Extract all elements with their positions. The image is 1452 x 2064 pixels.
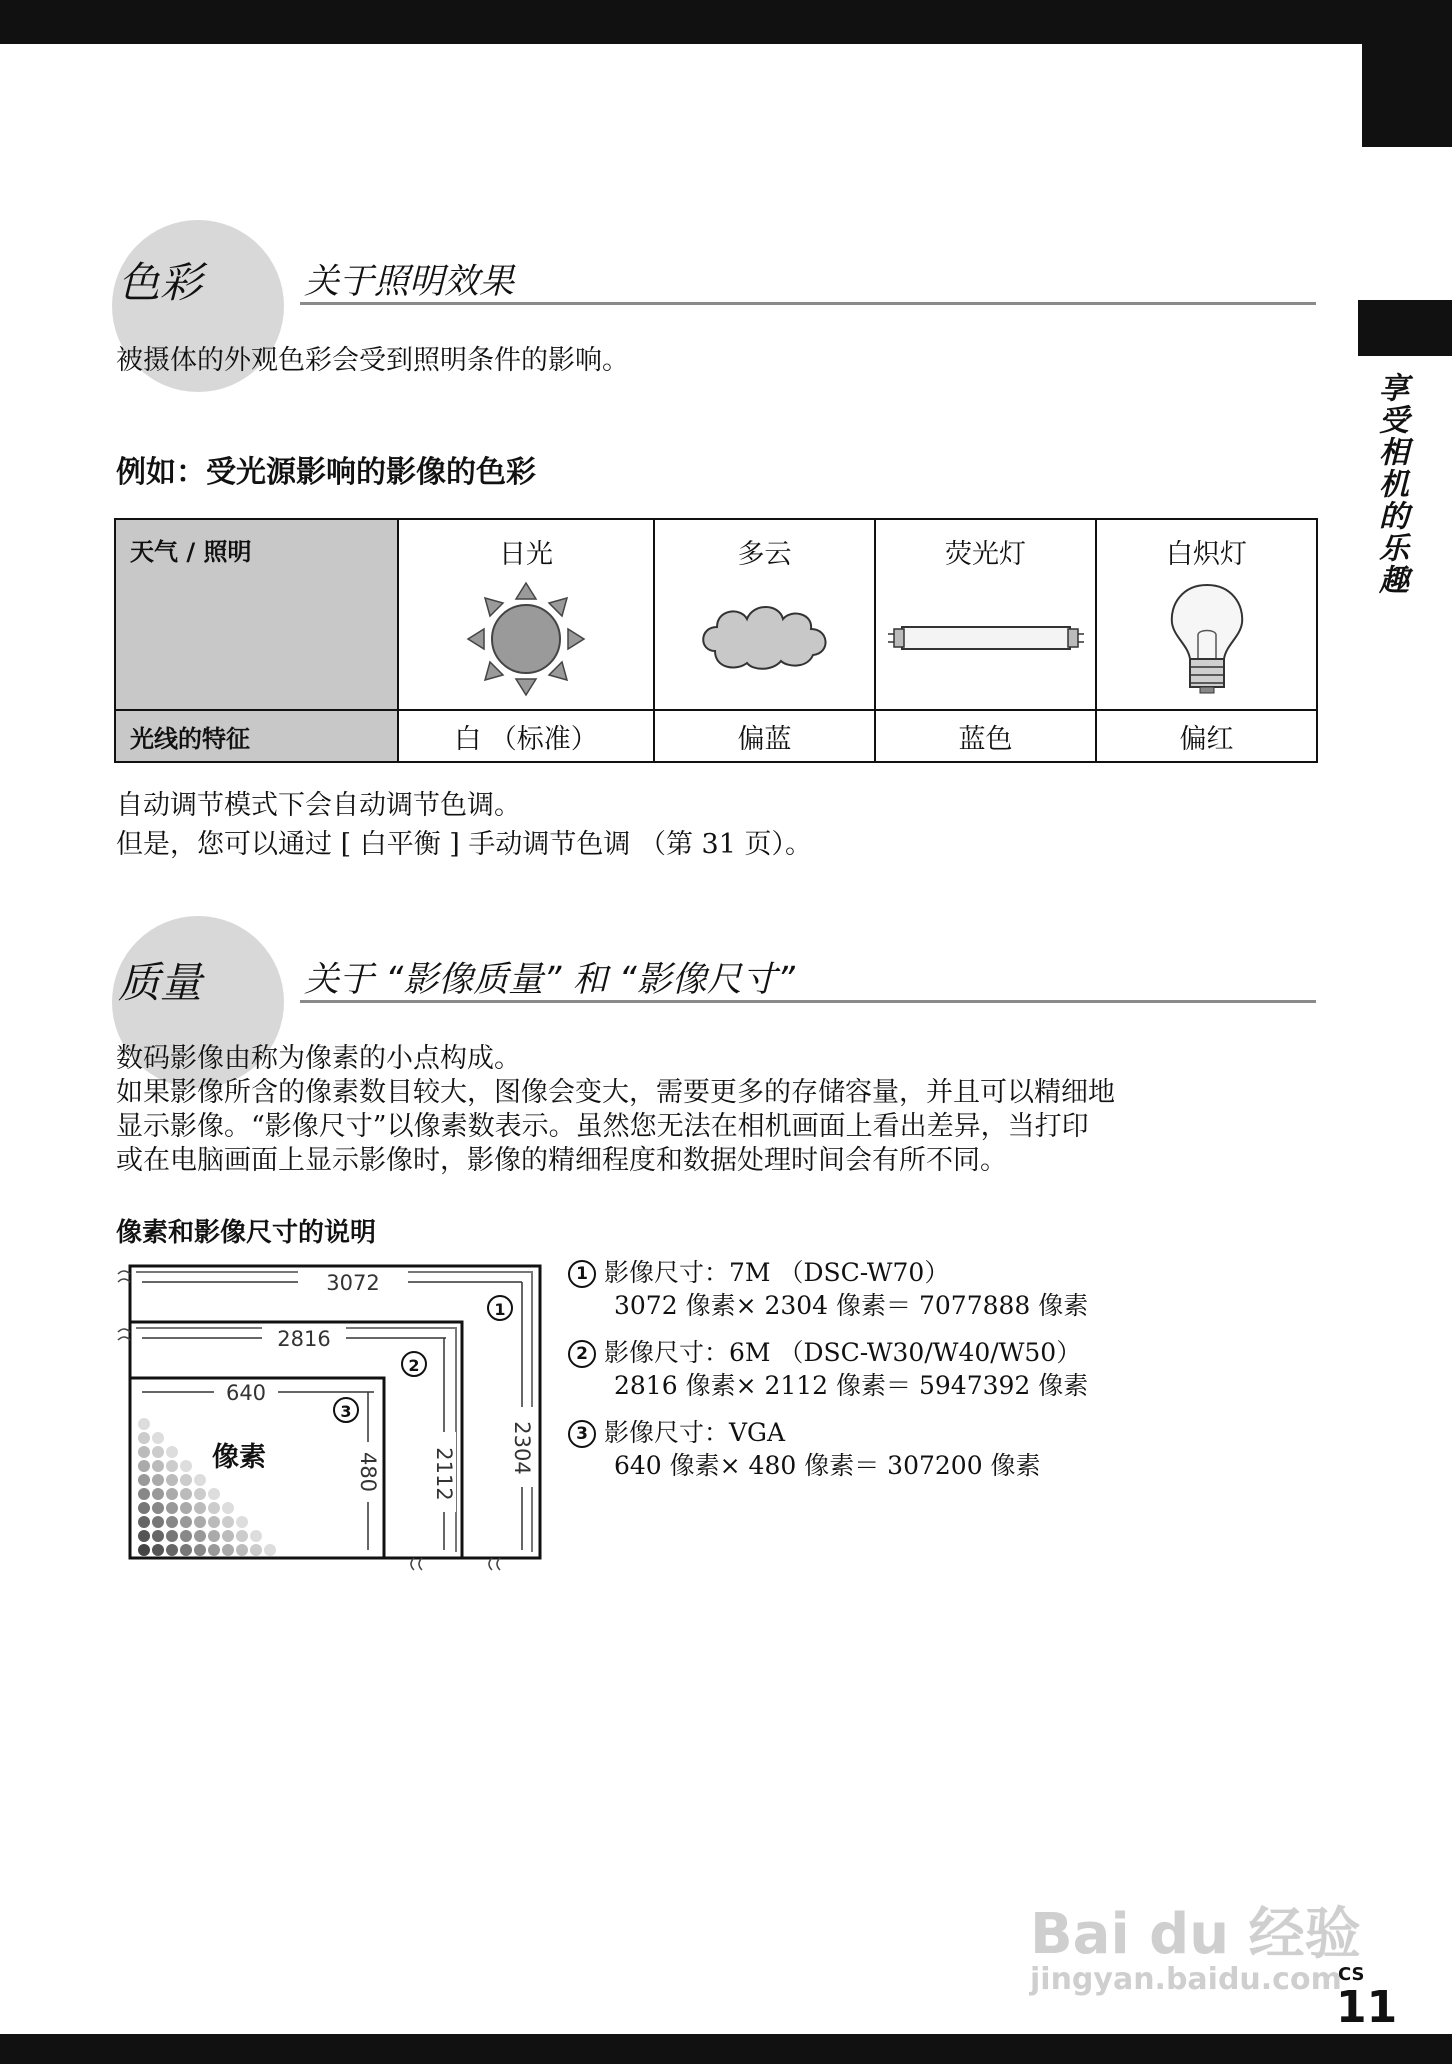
- watermark-brand: Bai du 经验: [1030, 1902, 1361, 1967]
- cloud-icon: [695, 579, 835, 689]
- pixel-label: 像素: [212, 1442, 266, 1473]
- pixel-dot-grid: [138, 1418, 276, 1556]
- quality-paragraph-line1: 数码影像由称为像素的小点构成。: [116, 1043, 521, 1074]
- trait-cloudy: 偏蓝: [654, 710, 875, 762]
- white-balance-note: 但是，您可以通过 [ 白平衡 ] 手动调节色调 （第 31 页）。: [116, 829, 813, 860]
- quality-paragraph-line4: 或在电脑画面上显示影像时，影像的精细程度和数据处理时间会有所不同。: [116, 1145, 1007, 1176]
- fluorescent-tube-icon: [886, 579, 1086, 689]
- column-cloudy: [654, 519, 875, 710]
- size-marker-3: 3: [340, 1402, 352, 1421]
- auto-mode-note: 自动调节模式下会自动调节色调。: [116, 790, 521, 821]
- size-spec-item: [568, 1256, 1188, 1322]
- column-cloudy-label: 多云: [737, 539, 792, 570]
- side-chapter-label: 享受相机的乐趣: [1373, 372, 1408, 596]
- section-rule: [300, 1000, 1316, 1003]
- column-fluorescent: [875, 519, 1096, 710]
- lighting-table: [114, 518, 1318, 763]
- section-title-lighting: 关于照明效果: [304, 262, 515, 302]
- example-subheading: 例如：受光源影响的影像的色彩: [116, 455, 536, 490]
- section-label-quality: 质量: [118, 958, 203, 1007]
- side-chapter-tab: [1358, 300, 1452, 356]
- column-incandescent-label: 白炽灯: [1166, 539, 1247, 570]
- section-label-color: 色彩: [118, 258, 203, 307]
- spec-pixel-count: 640 像素× 480 像素＝ 307200 像素: [614, 1451, 1041, 1480]
- spec-size-name: 影像尺寸：7M （DSC-W70）: [604, 1258, 950, 1287]
- quality-paragraph-line3: 显示影像。“影像尺寸”以像素数表示。虽然您无法在相机画面上看出差异，当打印: [116, 1111, 1089, 1142]
- column-incandescent: [1096, 519, 1317, 710]
- trait-daylight: 白 （标准）: [398, 710, 654, 762]
- quality-paragraph-line2: 如果影像所含的像素数目较大，图像会变大，需要更多的存储容量，并且可以精细地: [116, 1077, 1115, 1108]
- spec-number: 1: [568, 1260, 596, 1288]
- size-spec-item: [568, 1336, 1188, 1402]
- width-vga-label: 640: [225, 1381, 267, 1405]
- size-spec-item: [568, 1416, 1188, 1482]
- trait-fluorescent: 蓝色: [875, 710, 1096, 762]
- row-header-light-trait: 光线的特征: [115, 710, 398, 762]
- height-7m-label: 2304: [510, 1421, 534, 1475]
- spec-number: 3: [568, 1420, 596, 1448]
- section-rule: [300, 302, 1316, 305]
- light-bulb-icon: [1152, 579, 1262, 699]
- spec-number: 2: [568, 1340, 596, 1368]
- width-6m-label: 2816: [277, 1327, 331, 1351]
- row-header-weather: 天气 / 照明: [115, 519, 398, 710]
- section-title-quality: 关于 “影像质量” 和 “影像尺寸”: [304, 960, 795, 1000]
- top-black-bar: [0, 0, 1452, 44]
- spec-size-name: 影像尺寸：6M （DSC-W30/W40/W50）: [604, 1338, 1082, 1367]
- spec-pixel-count: 2816 像素× 2112 像素＝ 5947392 像素: [614, 1371, 1089, 1400]
- pixel-size-subheading: 像素和影像尺寸的说明: [116, 1218, 377, 1248]
- height-6m-label: 2112: [432, 1447, 456, 1501]
- bottom-black-bar: [0, 2034, 1452, 2064]
- pixel-size-diagram: [112, 1252, 552, 1572]
- language-code: CS: [1338, 1964, 1365, 1985]
- spec-size-name: 影像尺寸：VGA: [604, 1418, 786, 1447]
- size-marker-2: 2: [408, 1356, 420, 1375]
- spec-pixel-count: 3072 像素× 2304 像素＝ 7077888 像素: [614, 1291, 1089, 1320]
- corner-tab-block: [1362, 44, 1452, 147]
- column-daylight-label: 日光: [499, 539, 553, 570]
- size-spec-list: [568, 1256, 1188, 1482]
- height-vga-label: 480: [356, 1451, 380, 1493]
- page-number: 11: [1336, 1982, 1398, 2033]
- width-7m-label: 3072: [326, 1271, 380, 1295]
- sun-icon: [461, 579, 591, 699]
- trait-incandescent: 偏红: [1096, 710, 1317, 762]
- section-intro: 被摄体的外观色彩会受到照明条件的影响。: [116, 345, 629, 376]
- size-marker-1: 1: [494, 1300, 506, 1319]
- watermark-url: jingyan.baidu.com: [1030, 1962, 1342, 1997]
- column-daylight: [398, 519, 654, 710]
- column-fluorescent-label: 荧光灯: [945, 539, 1026, 570]
